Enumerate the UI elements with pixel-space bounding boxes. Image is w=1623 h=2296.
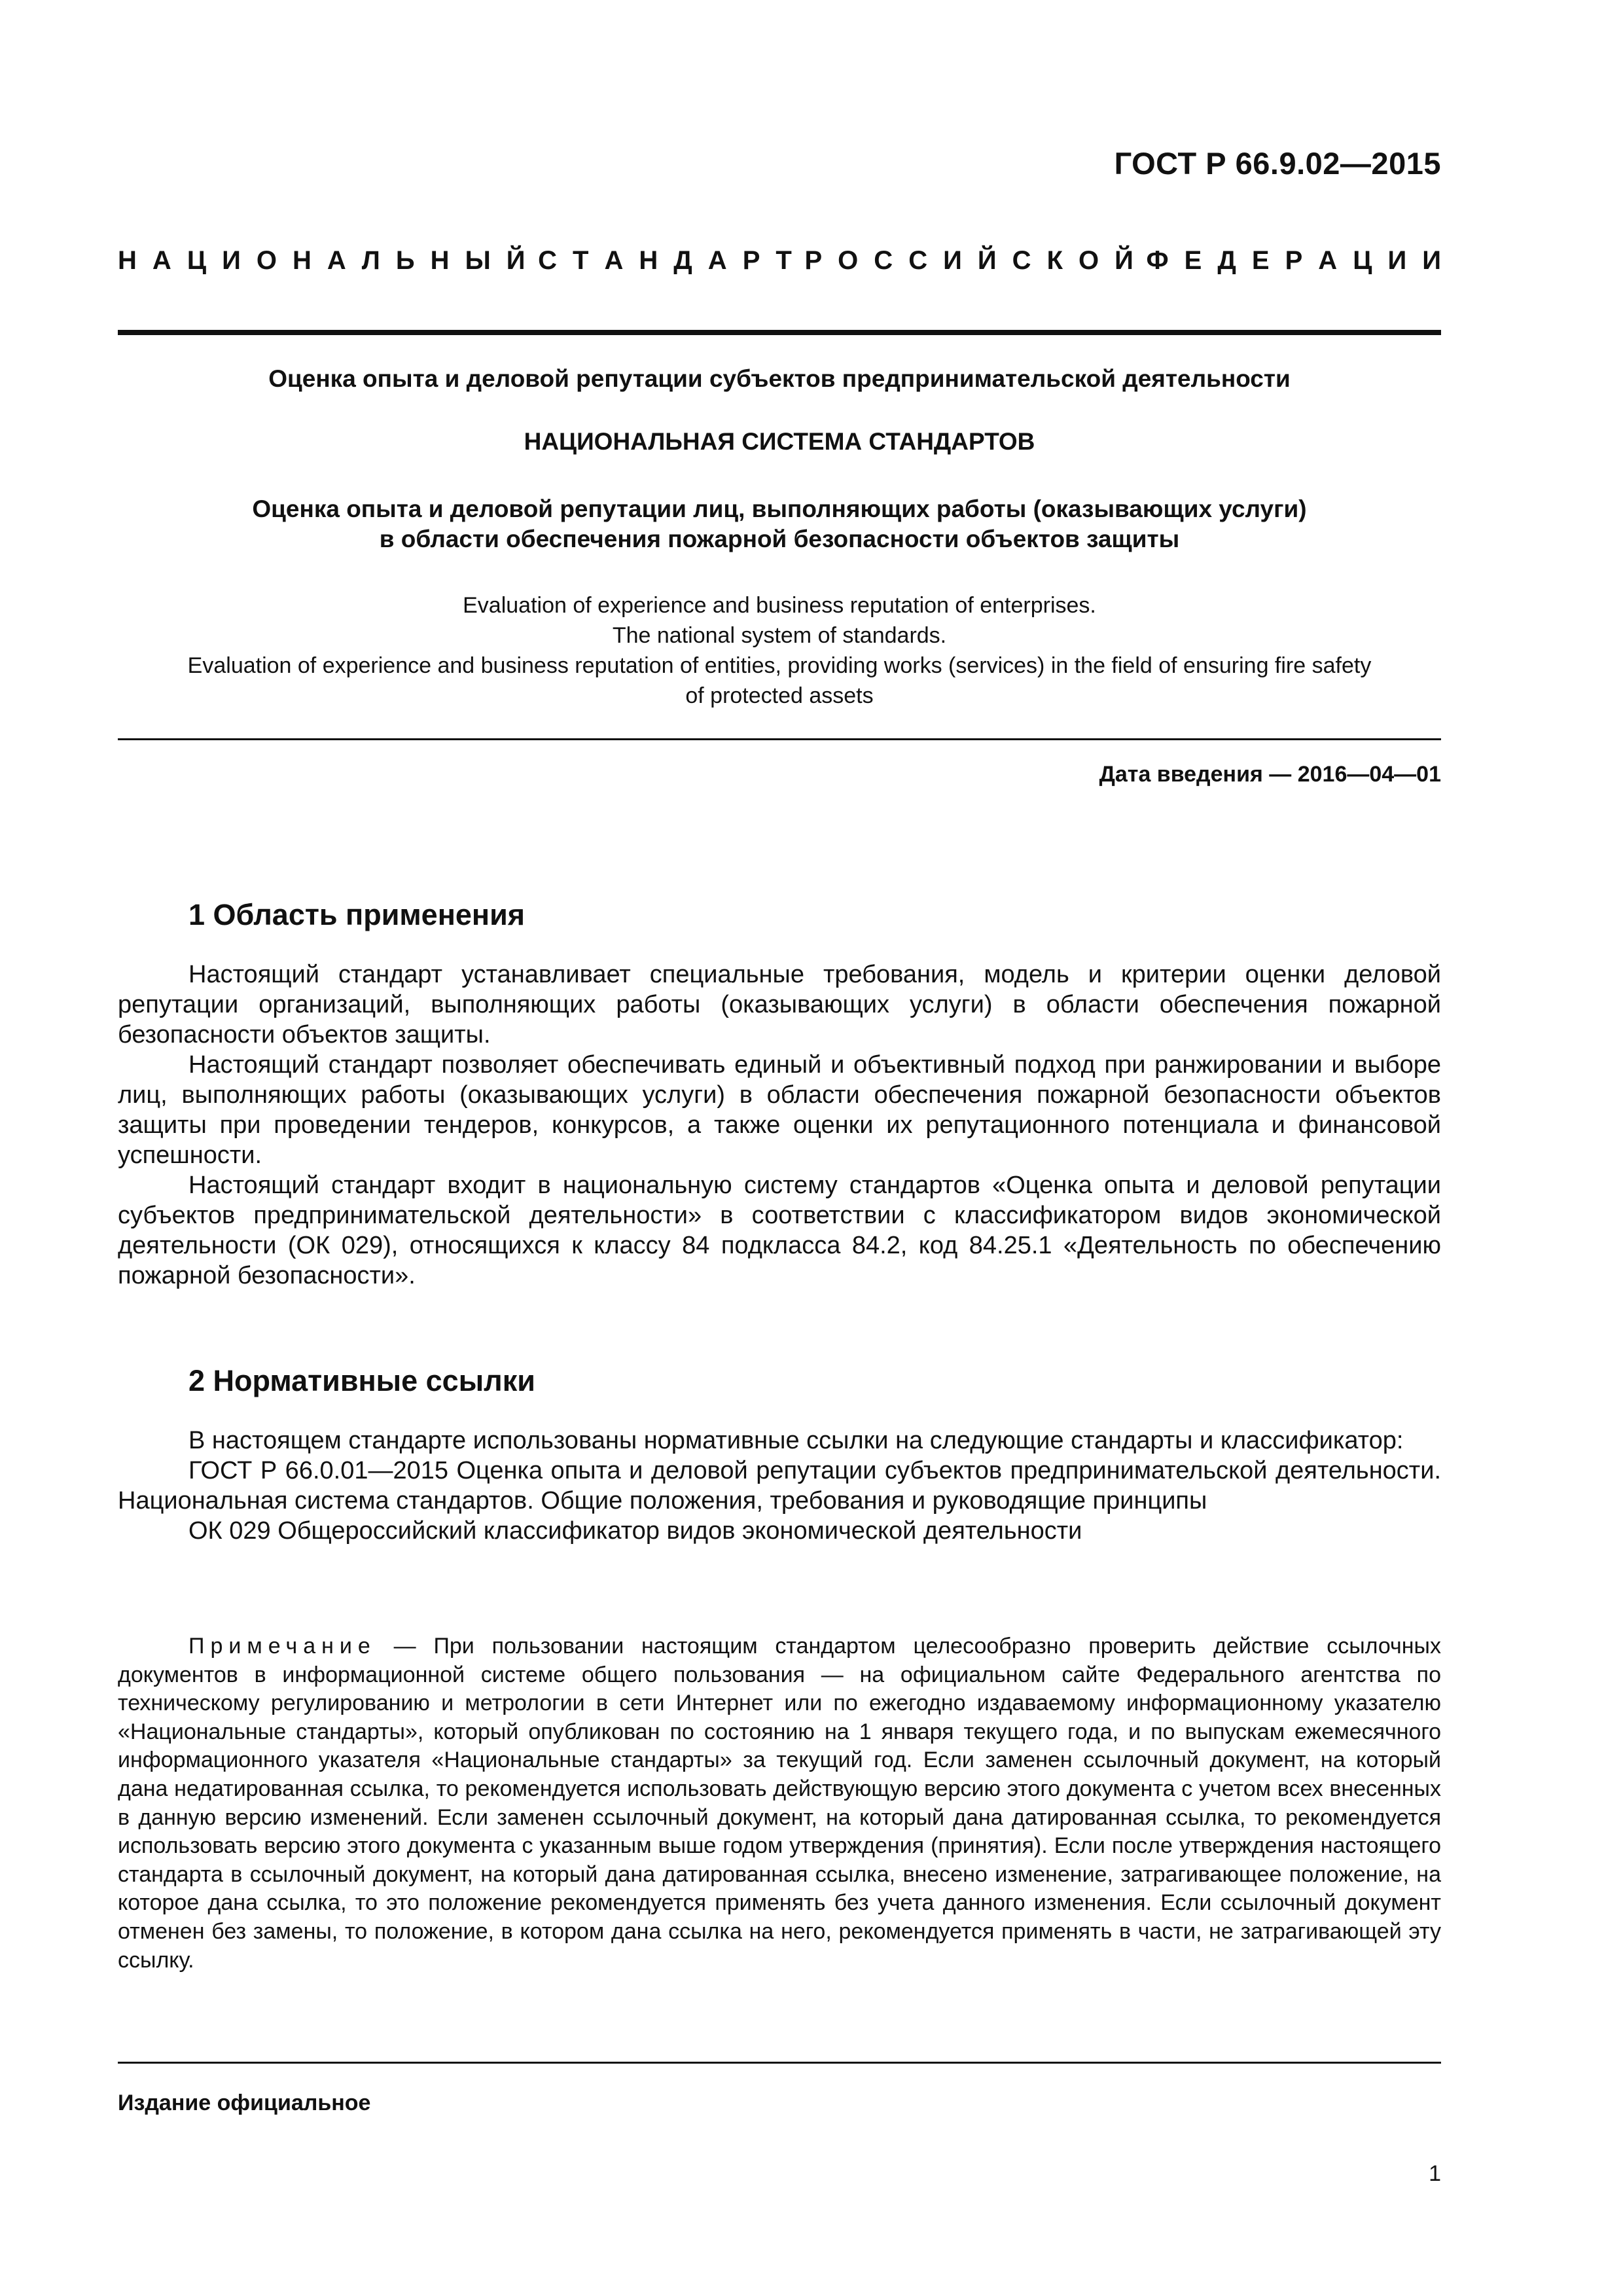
section-1-paragraph: Настоящий стандарт устанавливает специальные требования, модель и критерии оценки деловой репутации организаций, выполняющих работы (оказывающих услуги) в области обеспечения пожарной безопасности объектов защиты. xyxy=(118,961,1441,1049)
title-main: Оценка опыта и деловой репутации субъектов предпринимательской деятельности xyxy=(268,365,1291,392)
banner-word-federation: Ф Е Д Е Р А Ц И И xyxy=(1146,246,1441,275)
title-system: НАЦИОНАЛЬНАЯ СИСТЕМА СТАНДАРТОВ xyxy=(524,428,1035,455)
banner-word-standard: С Т А Н Д А Р Т xyxy=(538,246,792,275)
document-page xyxy=(118,0,1441,2296)
document-number: ГОСТ Р 66.9.02—2015 xyxy=(1114,146,1441,181)
title-english xyxy=(118,590,1441,711)
introduction-date: Дата введения — 2016—04—01 xyxy=(1099,762,1441,787)
section-1-paragraph: Настоящий стандарт позволяет обеспечивать единый и объективный подход при ранжировании и выборе лиц, выполняющих работы (оказывающих услуги) в области обеспечения пожарной безопасности объектов защиты при проведении тендеров, конкурсов, а также оценки их репутационного потенциала и финансовой успешности. xyxy=(118,1051,1441,1169)
section-2-body xyxy=(118,1426,1441,1546)
section-1-body xyxy=(118,960,1441,1291)
section-2-heading: 2 Нормативные ссылки xyxy=(188,1364,535,1397)
banner-word-national: Н А Ц И О Н А Л Ь Н Ы Й xyxy=(118,246,526,275)
title-english-line-4: of protected assets xyxy=(685,683,874,708)
standard-banner xyxy=(118,246,1441,276)
banner-word-russian: Р О С С И Й С К О Й xyxy=(804,246,1133,275)
title-subtitle-line-2: в области обеспечения пожарной безопасности объектов защиты xyxy=(379,526,1180,552)
title-subtitle-line-1: Оценка опыта и деловой репутации лиц, выполняющих работы (оказывающих услуги) xyxy=(252,495,1307,522)
footer-divider xyxy=(118,2062,1441,2064)
page-number: 1 xyxy=(1429,2161,1441,2186)
title-english-line-2: The national system of standards. xyxy=(612,623,947,648)
note-text: — При пользовании настоящим стандартом целесообразно проверить действие ссылочных документов в информационной системе общего пользования — на официальном сайте Федерального агентства по техническому регулированию и метрологии в сети Интернет или по ежегодно издаваемому информационному указателю «Национальные стандарты», который опубликован по состоянию на 1 января текущего года, и по выпускам ежемесячного информационного указателя «Национальные стандарты» за текущий год. Если заменен ссылочный документ, на который дана недатированная ссылка, то рекомендуется использовать действующую версию этого документа с учетом всех внесенных в данную версию изменений. Если заменен ссылочный документ, на который дана датированная ссылка, то рекомендуется использовать версию этого документа с указанным выше годом утверждения (принятия). Если после утверждения настоящего стандарта в ссылочный документ, на который дана датированная ссылка, внесено изменение, затрагивающее положение, на которое дана ссылка, то это положение рекомендуется применять без учета данного изменения. Если ссылочный документ отменен без замены, то положение, в котором дана ссылка на него, рекомендуется применять в части, не затрагивающей эту ссылку. xyxy=(118,1634,1441,1973)
section-1-paragraph: Настоящий стандарт входит в национальную систему стандартов «Оценка опыта и деловой репутации субъектов предпринимательской деятельности» в соответствии с классификатором видов экономической деятельности (ОК 029), относящихся к классу 84 подкласса 84.2, код 84.25.1 «Деятельность по обеспечению пожарной безопасности». xyxy=(118,1172,1441,1289)
title-divider xyxy=(118,738,1441,740)
edition-label: Издание официальное xyxy=(118,2090,371,2115)
note xyxy=(118,1632,1441,1975)
title-subtitle xyxy=(118,494,1441,554)
section-2-paragraph: ОК 029 Общероссийский классификатор видов экономической деятельности xyxy=(188,1517,1082,1545)
section-2-paragraph: В настоящем стандарте использованы нормативные ссылки на следующие стандарты и классификатор: xyxy=(188,1427,1404,1454)
title-english-line-1: Evaluation of experience and business reputation of enterprises. xyxy=(463,593,1096,618)
section-2-paragraph: ГОСТ Р 66.0.01—2015 Оценка опыта и деловой репутации субъектов предпринимательской деятельности. Национальная система стандартов. Общие положения, требования и руководящие принципы xyxy=(118,1457,1441,1515)
header-divider xyxy=(118,330,1441,335)
title-english-line-3: Evaluation of experience and business reputation of entities, providing works (services) in the field of ensuring fire safety xyxy=(187,653,1372,678)
section-1-heading: 1 Область применения xyxy=(188,898,526,931)
note-label: Примечание xyxy=(188,1634,376,1659)
